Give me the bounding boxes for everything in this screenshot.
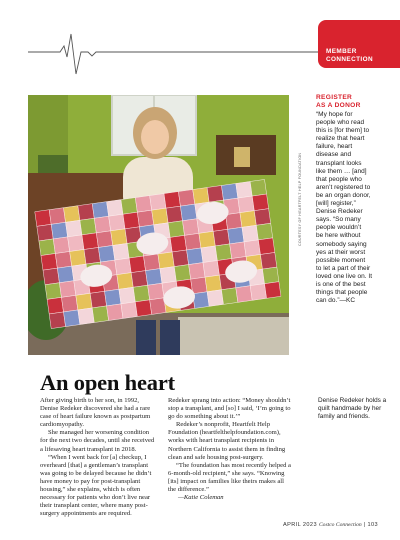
sidebar-quote-line: realize that heart [316, 135, 365, 143]
sidebar-quote-line: be here without [316, 232, 361, 240]
sidebar-quote-line: disease and [316, 151, 352, 159]
article-paragraph: She managed her worsening condition for the next two decades, until she received a lifesaving heart transplant in 2018. [40, 429, 155, 453]
sidebar-quote-line: this is [for them] to [316, 127, 370, 135]
sidebar-quote-line: somebody saying [316, 240, 367, 248]
sidebar-quote-line: transplant looks [316, 159, 362, 167]
sidebar-quote-line: can do.”—KC [316, 297, 356, 305]
sidebar-quote-line: yes at their worst [316, 248, 366, 256]
folio-magazine: Costco Connection [318, 522, 362, 528]
quilt-photo [28, 95, 289, 355]
photo-caption: Denise Redeker holds a quilt handmade by her family and friends. [318, 397, 387, 420]
article-paragraph: “When I went back for [a] checkup, I overheard [that] a gentleman’s transplant was going to be delayed because he didn’t have money to pay for post-transplant housing,” she explains, which is often necessary for patients who don’t live near their transplant center, where many post-surgery appointments are required. [40, 453, 152, 518]
sidebar-quote-line: failure, heart [316, 143, 353, 151]
sidebar-quote-line: Denise Redeker [316, 208, 363, 216]
sidebar-quote-line: that people who [316, 175, 362, 183]
sidebar-quote-line: people who read [316, 119, 365, 127]
article-headline: An open heart [40, 370, 175, 395]
section-tab-line2: CONNECTION [326, 56, 373, 63]
heartbeat-line-graphic [28, 30, 318, 80]
sidebar-quote-line: [will] register,” [316, 200, 356, 208]
photo-credit [298, 96, 306, 246]
folio-page-number: 103 [367, 522, 378, 528]
article-column-1 [40, 397, 158, 518]
folio-divider: | [363, 522, 368, 528]
photo-credit-text: COURTESY OF HEARTFELT HELP FOUNDATION [298, 152, 302, 246]
sidebar-quote-line: “My hope for [316, 111, 353, 118]
sidebar-quote-line: be an organ donor, [316, 191, 371, 199]
folio-date: APRIL 2023 [283, 522, 317, 528]
article-paragraph: After giving birth to her son, in 1992, Denise Redeker discovered she had a rare case of heart failure known as postpartum cardiomyopathy. [40, 397, 151, 429]
sidebar-quote-line: to let a part of their [316, 264, 371, 272]
article-paragraph: Redeker sprang into action: “Money shouldn’t stop a transplant, and [so] I said, ‘I’m going to go do something about it.’” [168, 397, 291, 421]
sidebar-quote-line: like them … [and] [316, 167, 367, 175]
sidebar-quote-line: aren’t registered to [316, 183, 371, 191]
article-paragraph: “The foundation has most recently helped a 6-month-old recipient,” she says. “Knowing [its] impact on families like theirs makes all the difference.” [168, 461, 291, 494]
author-signature: —Katie Coleman [178, 494, 224, 502]
section-tab [318, 20, 400, 68]
sidebar-quote-line: possible moment [316, 256, 366, 264]
article-paragraph: Redeker’s nonprofit, Heartfelt Help Foundation (heartfelthelpfoundation.com), works with heart transplant recipients in Northern California to assist them in finding clean and safe housing post-surgery. [168, 421, 286, 461]
page-folio [283, 522, 378, 528]
sidebar-heading-line1: REGISTER [316, 94, 353, 101]
article-column-2 [168, 397, 293, 502]
sidebar-quote-line: says. “So many [316, 216, 361, 224]
sidebar-quote [316, 111, 386, 305]
sidebar-quote-line: things that people [316, 289, 368, 297]
sidebar-quote-line: loved one live on. It [316, 272, 373, 280]
sidebar-heading [316, 94, 396, 110]
sidebar-quote-line: people wouldn’t [316, 224, 362, 232]
sidebar-heading-line2: AS A DONOR [316, 102, 361, 109]
sidebar-quote-line: is one of the best [316, 280, 366, 288]
section-tab-line1: MEMBER [326, 48, 357, 55]
